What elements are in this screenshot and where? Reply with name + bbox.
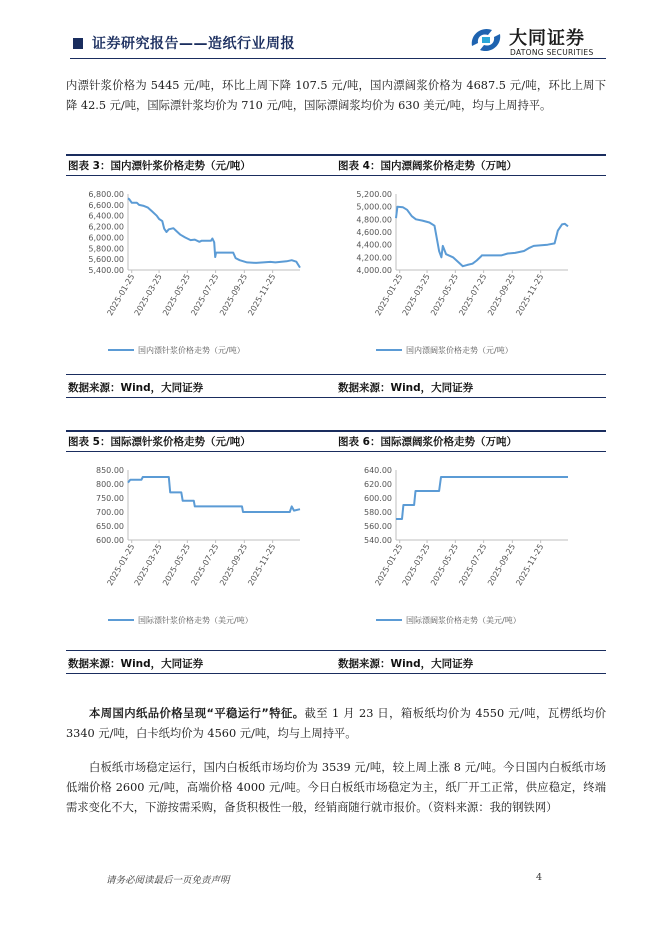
x-tick-label: 2025-11-25 xyxy=(246,542,278,588)
legend-label: 国内漂针浆价格走势（元/吨） xyxy=(138,346,245,355)
logo-english-text: DATONG SECURITIES xyxy=(510,48,594,57)
figure-row2-top-rule xyxy=(66,430,606,432)
y-tick-label: 4,400.00 xyxy=(356,240,392,250)
figure3-source: 数据来源：Wind，大同证券 xyxy=(68,382,204,394)
y-tick-label: 4,600.00 xyxy=(356,228,392,237)
legend-label: 国内漂阔浆价格走势（元/吨） xyxy=(406,346,513,355)
x-tick-label: 2025-11-25 xyxy=(246,272,278,318)
y-tick-label: 4,200.00 xyxy=(356,253,392,263)
header-square-icon xyxy=(73,38,83,49)
fig3-svg xyxy=(68,188,318,368)
y-tick-label: 5,000.00 xyxy=(356,202,392,212)
x-tick-label: 2025-09-25 xyxy=(218,542,250,588)
y-tick-label: 6,800.00 xyxy=(88,190,124,199)
series-line xyxy=(396,207,568,267)
figure6-chart xyxy=(336,464,586,638)
y-tick-label: 700.00 xyxy=(96,508,124,517)
y-tick-label: 5,200.00 xyxy=(356,190,392,199)
header-divider xyxy=(70,58,606,59)
paper-price-lead: 本周国内纸品价格呈现“平稳运行”特征。 xyxy=(89,707,305,720)
y-tick-label: 650.00 xyxy=(96,522,124,531)
whiteboard-paragraph: 白板纸市场稳定运行，国内白板纸市场均价为 3539 元/吨，较上周上涨 8 元/吨。今日国内白板纸市场低端价格 2600 元/吨，高端价格 4000 元/吨。今日白板纸市场稳定为主，纸厂开工正常，供应稳定，终端需求变化不大，下游按需采购，备货积极性一般，经销商随行就市报价。（资料来源：我的钢铁网） xyxy=(66,761,606,814)
y-tick-label: 600.00 xyxy=(364,494,392,503)
x-tick-label: 2025-01-25 xyxy=(373,542,405,588)
y-tick-label: 6,400.00 xyxy=(88,211,124,221)
figure-row1-bottom-rule xyxy=(66,397,606,398)
y-tick-label: 560.00 xyxy=(364,522,392,531)
y-tick-label: 640.00 xyxy=(364,466,392,475)
figure3-chart xyxy=(68,188,318,368)
x-tick-label: 2025-03-25 xyxy=(132,272,164,318)
x-tick-label: 2025-05-25 xyxy=(429,272,461,318)
y-tick-label: 850.00 xyxy=(96,466,124,475)
y-tick-label: 4,000.00 xyxy=(356,266,392,275)
y-tick-label: 750.00 xyxy=(96,494,124,503)
figure-row1-caption-rule xyxy=(66,175,606,176)
x-tick-label: 2025-05-25 xyxy=(161,272,193,318)
x-tick-label: 2025-11-25 xyxy=(514,272,546,318)
y-tick-label: 5,800.00 xyxy=(88,244,124,254)
figure-row2-bottom-rule xyxy=(66,673,606,674)
y-tick-label: 5,600.00 xyxy=(88,255,124,265)
figure4-caption: 图表 4：国内漂阔浆价格走势（万吨） xyxy=(338,160,517,172)
figure6-caption: 图表 6：国际漂阔浆价格走势（万吨） xyxy=(338,436,517,448)
figure-row2-caption-rule xyxy=(66,451,606,452)
x-tick-label: 2025-03-25 xyxy=(400,542,432,588)
x-tick-label: 2025-11-25 xyxy=(514,542,546,588)
page-number: 4 xyxy=(536,872,543,883)
fig5-svg xyxy=(68,464,318,638)
report-title: 证券研究报告——造纸行业周报 xyxy=(92,36,295,52)
figure6-source: 数据来源：Wind，大同证券 xyxy=(338,658,474,670)
y-tick-label: 6,200.00 xyxy=(88,222,124,232)
figure5-caption: 图表 5：国际漂针浆价格走势（元/吨） xyxy=(68,436,251,448)
y-tick-label: 620.00 xyxy=(364,480,392,489)
figure5-source: 数据来源：Wind，大同证券 xyxy=(68,658,204,670)
footer-disclaimer: 请务必阅读最后一页免责声明 xyxy=(106,875,230,886)
x-tick-label: 2025-07-25 xyxy=(189,542,221,588)
figure-row1-top-rule xyxy=(66,154,606,156)
x-tick-label: 2025-07-25 xyxy=(457,272,489,318)
figure-row1-source-rule xyxy=(66,374,606,375)
x-tick-label: 2025-01-25 xyxy=(105,272,137,318)
series-line xyxy=(396,477,568,519)
x-tick-label: 2025-07-25 xyxy=(457,542,489,588)
y-tick-label: 600.00 xyxy=(96,536,124,545)
fig4-svg xyxy=(336,188,586,368)
y-tick-label: 6,600.00 xyxy=(88,200,124,210)
intro-paragraph: 内漂针浆价格为 5445 元/吨，环比上周下降 107.5 元/吨，国内漂阔浆价格为 4687.5 元/吨，环比上周下降 42.5 元/吨，国际漂针浆均价为 710 元/吨，国际漂阔浆均价为 630 美元/吨，均与上周持平。 xyxy=(66,79,606,112)
y-tick-label: 580.00 xyxy=(364,508,392,517)
legend-label: 国际漂阔浆价格走势（美元/吨） xyxy=(406,616,521,625)
y-tick-label: 5,400.00 xyxy=(88,266,124,275)
figure-row2-source-rule xyxy=(66,650,606,651)
x-tick-label: 2025-01-25 xyxy=(105,542,137,588)
page-header xyxy=(0,0,662,66)
x-tick-label: 2025-03-25 xyxy=(400,272,432,318)
y-tick-label: 4,800.00 xyxy=(356,215,392,225)
x-tick-label: 2025-05-25 xyxy=(429,542,461,588)
y-tick-label: 6,000.00 xyxy=(88,233,124,243)
x-tick-label: 2025-09-25 xyxy=(486,542,518,588)
figure4-chart xyxy=(336,188,586,368)
datong-logo-icon xyxy=(468,24,504,56)
paper-price-detail: 截至 1 月 23 日，箱板纸均价为 4550 元/吨，瓦楞纸均价 3340 元/吨，白卡纸均价为 4560 元/吨，均与上周持平。 xyxy=(66,707,606,740)
series-line xyxy=(128,477,300,512)
figure5-chart xyxy=(68,464,318,638)
x-tick-label: 2025-09-25 xyxy=(486,272,518,318)
y-tick-label: 800.00 xyxy=(96,480,124,489)
fig6-svg xyxy=(336,464,586,638)
x-tick-label: 2025-07-25 xyxy=(189,272,221,318)
logo-chinese-text: 大同证券 xyxy=(509,28,585,49)
legend-label: 国际漂针浆价格走势（美元/吨） xyxy=(138,616,253,625)
figure3-caption: 图表 3：国内漂针浆价格走势（元/吨） xyxy=(68,160,251,172)
x-tick-label: 2025-05-25 xyxy=(161,542,193,588)
series-line xyxy=(128,198,300,267)
x-tick-label: 2025-01-25 xyxy=(373,272,405,318)
paper-price-paragraph xyxy=(66,704,606,744)
x-tick-label: 2025-03-25 xyxy=(132,542,164,588)
y-tick-label: 540.00 xyxy=(364,536,392,545)
x-tick-label: 2025-09-25 xyxy=(218,272,250,318)
figure4-source: 数据来源：Wind，大同证券 xyxy=(338,382,474,394)
